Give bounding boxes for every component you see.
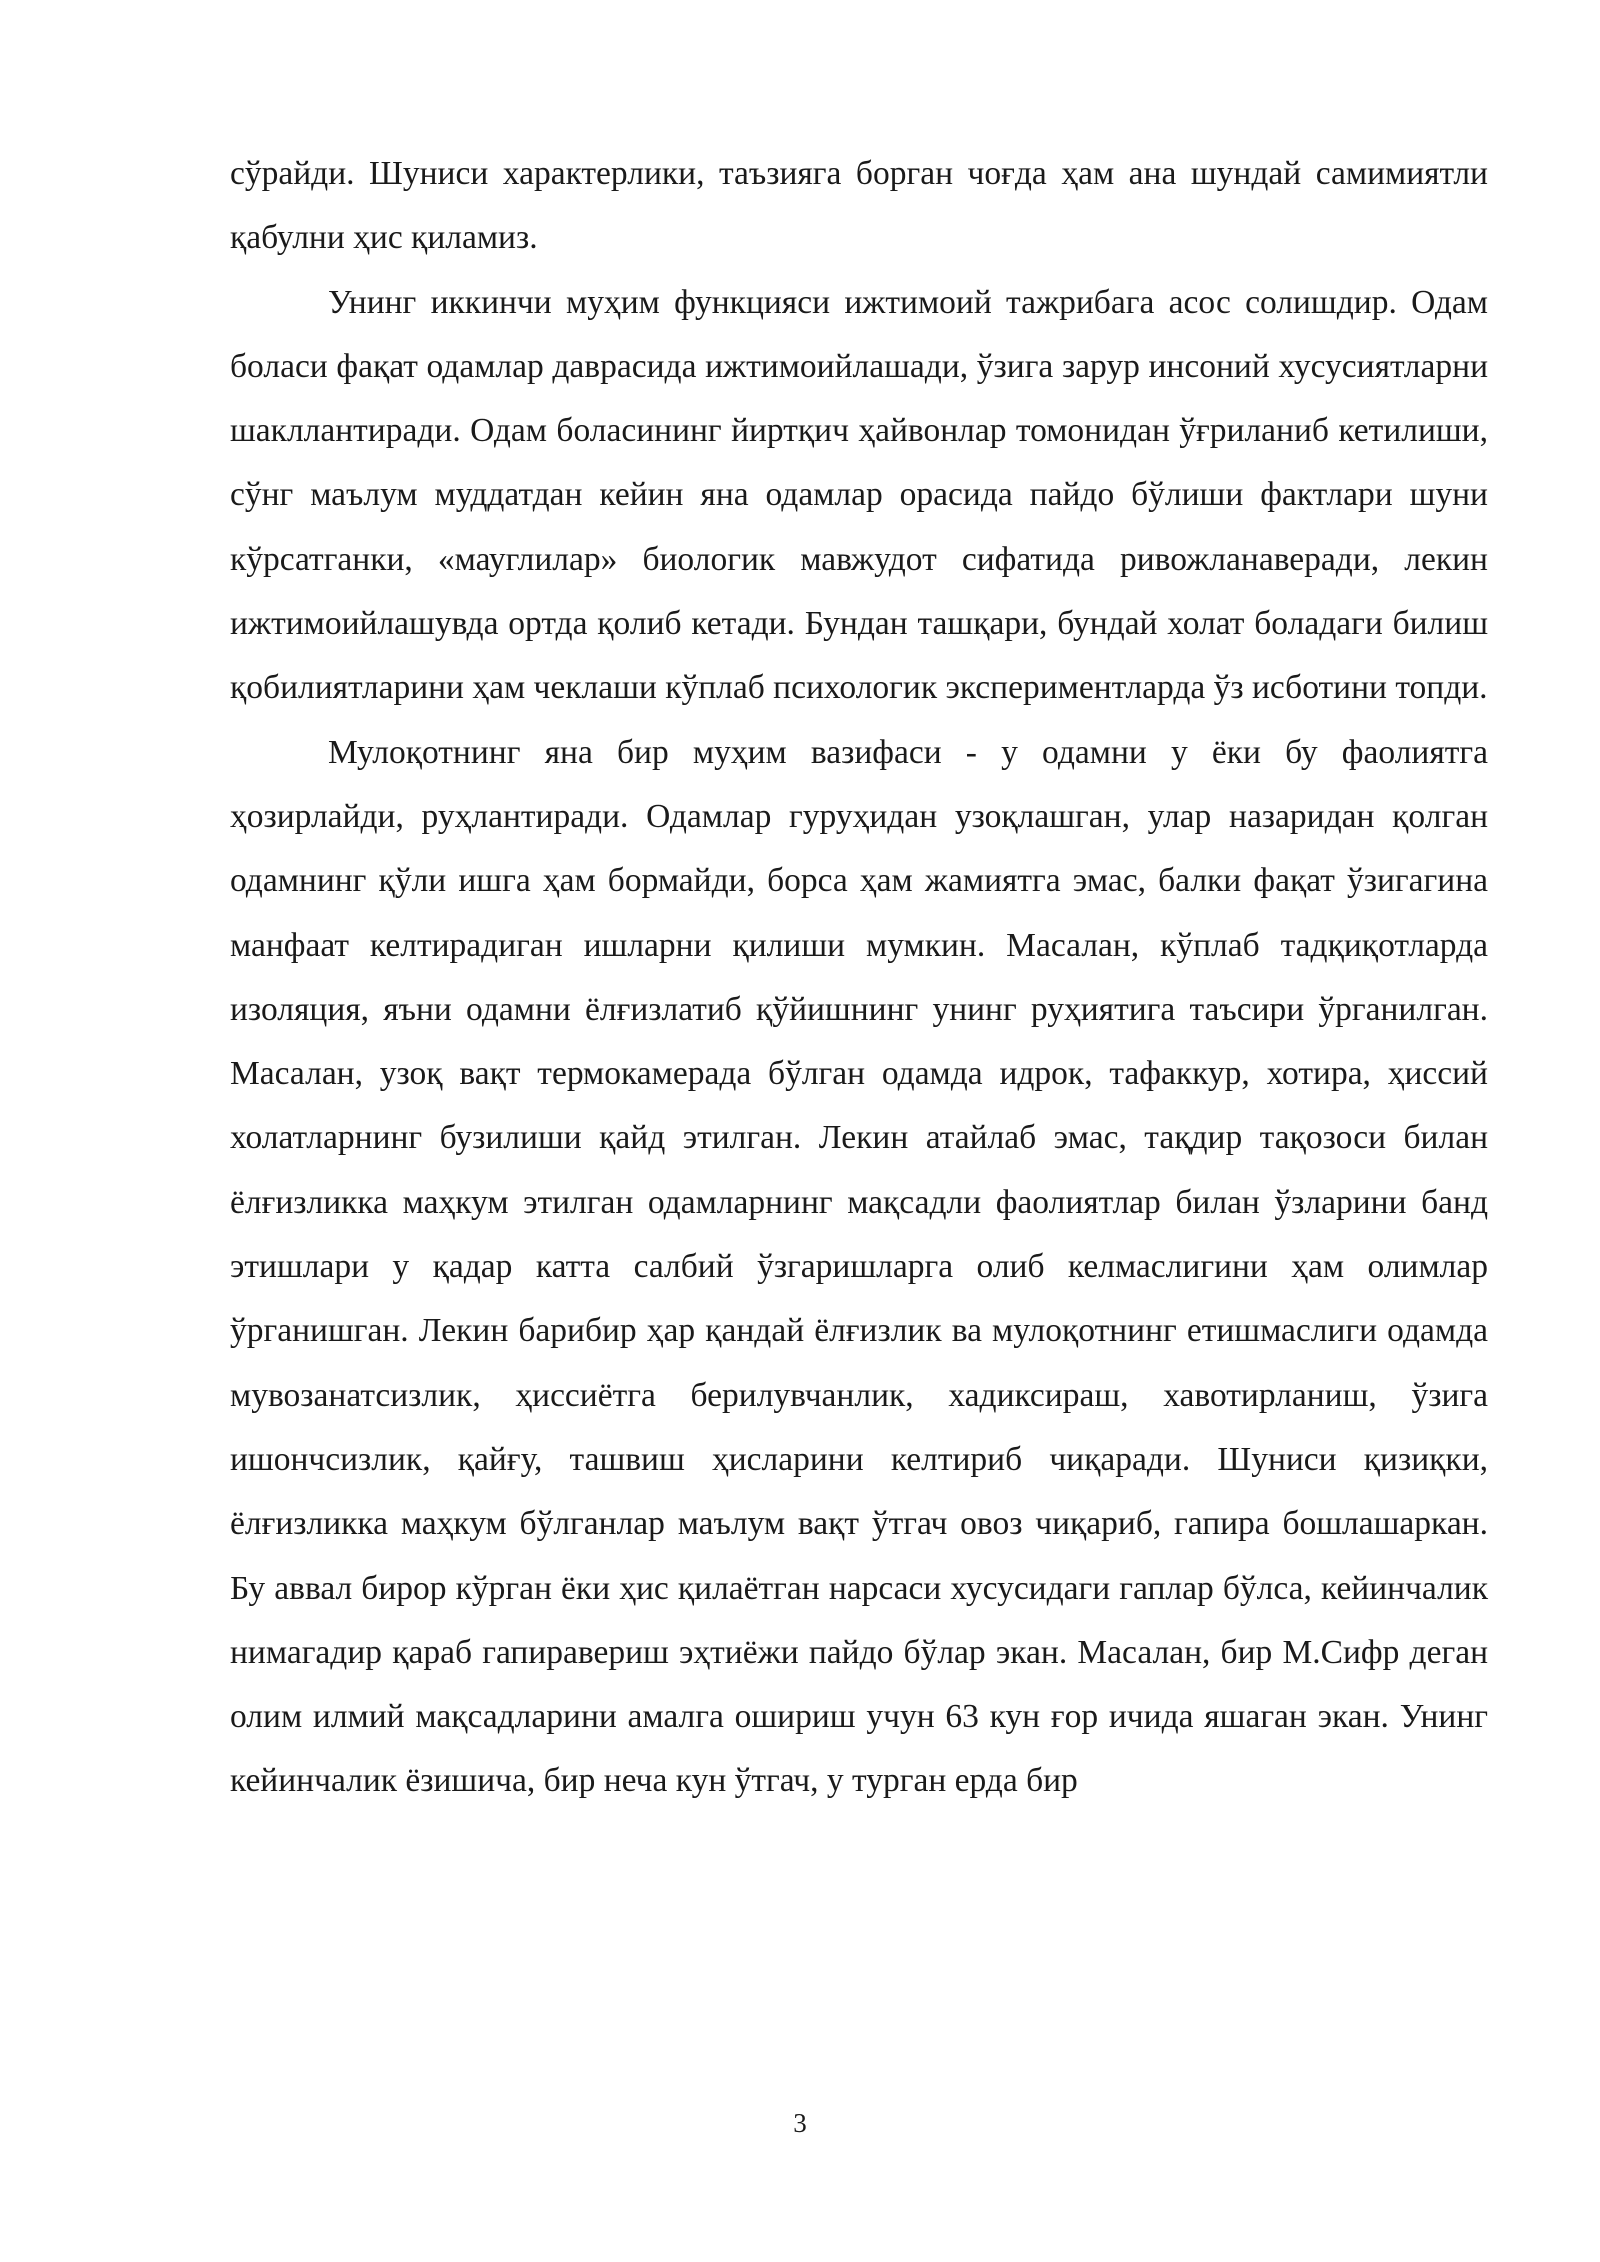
paragraph-social-experience: Унинг иккинчи муҳим функцияси ижтимоий тажрибага асос солишдир. Одам боласи фақат одамлар даврасида ижтимоийлашади, ўзига зарур инсоний хусусиятларни шакллантиради. Одам боласининг йиртқич ҳайвонлар томонидан ўғриланиб кетилиши, сўнг маълум муддатдан кейин яна одамлар орасида пайдо бўлиши фактлари шуни кўрсатганки, «мауглилар» биологик мавжудот сифатида ривожланаверади, лекин ижтимоийлашувда ортда қолиб кетади. Бундан ташқари, бундай холат боладаги билиш қобилиятларини ҳам чеклаши кўплаб психологик экспериментларда ўз исботини топди. <box>230 283 1488 707</box>
document-body <box>230 142 1488 1814</box>
paragraph-communication-function: Мулоқотнинг яна бир муҳим вазифаси - у одамни у ёки бу фаолиятга ҳозирлайди, руҳлантиради. Одамлар гуруҳидан узоқлашган, улар назаридан қолган одамнинг қўли ишга ҳам бормайди, борса ҳам жамиятга эмас, балки фақат ўзигагина манфаат келтирадиган ишларни қилиши мумкин. Масалан, кўплаб тадқиқотларда изоляция, яъни одамни ёлғизлатиб қўйишнинг унинг руҳиятига таъсири ўрганилган. Масалан, узоқ вақт термокамерада бўлган одамда идрок, тафаккур, хотира, ҳиссий холатларнинг бузилиши қайд этилган. Лекин атайлаб эмас, тақдир тақозоси билан ёлғизликка маҳкум этилган одамларнинг мақсадли фаолиятлар билан ўзларини банд этишлари у қадар катта салбий ўзгаришларга олиб келмаслигини ҳам олимлар ўрганишган. Лекин барибир ҳар қандай ёлғизлик ва мулоқотнинг етишмаслиги одамда мувозанатсизлик, ҳиссиётга берилувчанлик, хадиксираш, хавотирланиш, ўзига ишончсизлик, қайғу, ташвиш ҳисларини келтириб чиқаради. Шуниси қизиқки, ёлғизликка маҳкум бўлганлар маълум вақт ўтгач овоз чиқариб, гапира бошлашаркан. Бу аввал бирор кўрган ёки ҳис қилаётган нарсаси хусусидаги гаплар бўлса, кейинчалик нимагадир қараб гапиравериш эҳтиёжи пайдо бўлар экан. Масалан, бир М.Сифр деган олим илмий мақсадларини амалга ошириш учун 63 кун ғор ичида яшаган экан. Унинг кейинчалик ёзишича, бир неча кун ўтгач, у турган ерда бир <box>230 733 1488 1800</box>
page-number: 3 <box>793 2108 807 2138</box>
paragraph-continuation: сўрайди. Шуниси характерлики, таъзияга борган чоғда ҳам ана шундай самимиятли қабулни ҳис қиламиз. <box>230 155 1488 257</box>
